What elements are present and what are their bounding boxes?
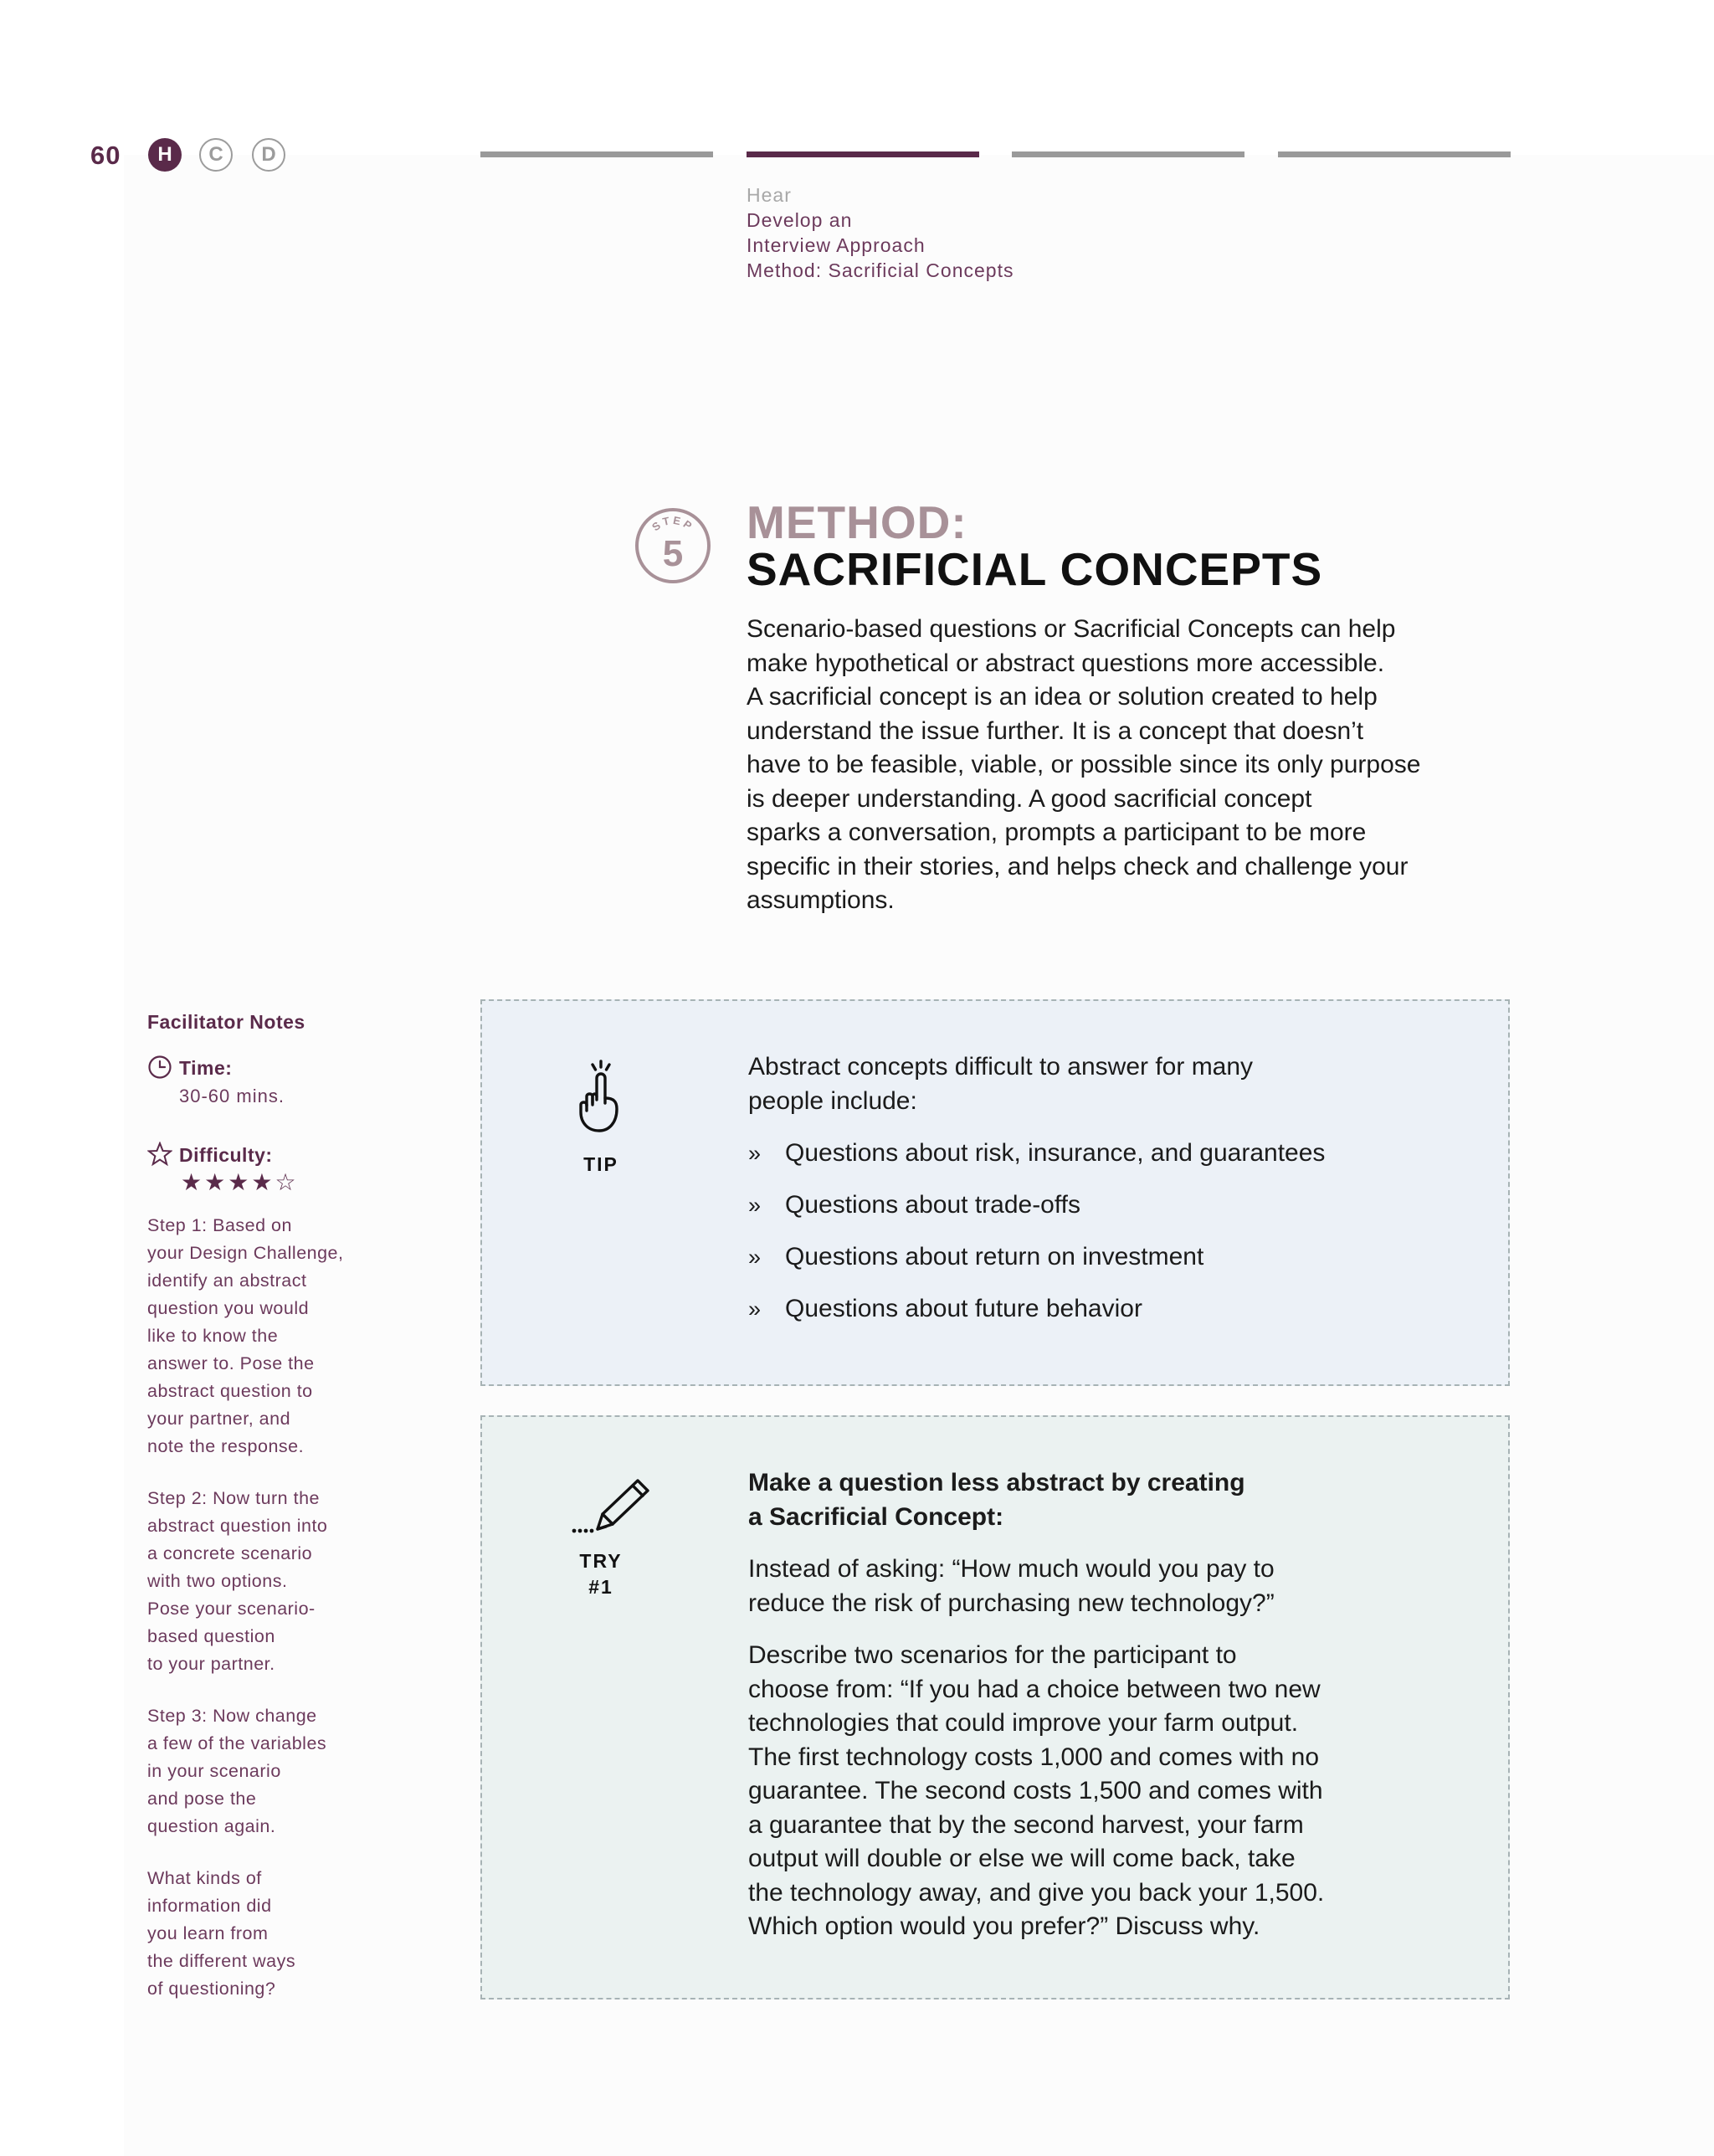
facilitator-steps: [147, 1212, 390, 2027]
progress-segment-1: [480, 151, 713, 157]
intro-line: A sacrificial concept is an idea or solution created to help: [747, 683, 1378, 711]
step-number: 5: [662, 533, 684, 574]
method-title-prefix: METHOD:: [747, 496, 967, 548]
intro-line: understand the issue further. It is a concept that doesn’t: [747, 716, 1364, 745]
progress-segment-4: [1278, 151, 1511, 157]
difficulty-rating: [181, 1168, 299, 1196]
breadcrumb-item[interactable]: Method: Sacrificial Concepts: [747, 259, 1014, 281]
try-paragraph-1: Instead of asking: “How much would you pay to reduce the risk of purchasing new technology?”: [748, 1555, 1275, 1617]
step-1-text: Step 1: Based on your Design Challenge, identify an abstract question you would like to know the answer to. Pose the abstract question to your partner, and note the response.: [147, 1215, 344, 1456]
finger-pointing-up-icon: [572, 1060, 629, 1138]
tip-intro: Abstract concepts difficult to answer for many people include:: [748, 1053, 1254, 1115]
clock-icon: [147, 1055, 172, 1080]
star-empty-icon: ☆: [275, 1169, 299, 1195]
try-box: [480, 1415, 1510, 1999]
time-label: Time:: [179, 1057, 233, 1079]
breadcrumb-item[interactable]: Interview Approach: [747, 234, 926, 256]
list-item: » Questions about return on investment: [748, 1240, 1418, 1275]
tip-box: [480, 999, 1510, 1386]
intro-line: sparks a conversation, prompts a participant to be more: [747, 819, 1367, 846]
reflection-question: What kinds of information did you learn from the different ways of questioning?: [147, 1868, 296, 1999]
breadcrumb: [747, 182, 1014, 283]
intro-line: specific in their stories, and helps check and challenge your: [747, 852, 1409, 880]
list-item: » Questions about risk, insurance, and guarantees: [748, 1137, 1418, 1171]
intro-line: Scenario-based questions or Sacrificial Concepts can help: [747, 615, 1396, 643]
step-2-text: Step 2: Now turn the abstract question into a concrete scenario with two options. Pose your scenario- based question to your partner.: [147, 1488, 328, 1674]
page-number: 60: [90, 141, 121, 170]
svg-text:STEP: [649, 514, 696, 534]
section-create-badge[interactable]: C: [199, 138, 233, 172]
step-3-text: Step 3: Now change a few of the variables in your scenario and pose the question again.: [147, 1706, 327, 1836]
facilitator-notes-title: Facilitator Notes: [147, 1011, 305, 1033]
breadcrumb-item[interactable]: Hear: [747, 184, 792, 206]
intro-line: assumptions.: [747, 886, 895, 914]
progress-segment-3: [1012, 151, 1244, 157]
star-filled-icon: ★: [204, 1169, 228, 1195]
bullet-marker: »: [748, 1141, 762, 1166]
time-value: 30-60 mins.: [179, 1086, 285, 1106]
bullet-marker: »: [748, 1193, 762, 1219]
bullet-marker: »: [748, 1296, 762, 1322]
star-filled-icon: ★: [228, 1169, 252, 1195]
section-deliver-badge[interactable]: D: [252, 138, 285, 172]
bullet-marker: »: [748, 1245, 762, 1270]
pencil-icon: [571, 1477, 654, 1537]
star-outline-icon: [147, 1142, 172, 1167]
section-hear-badge[interactable]: H: [148, 138, 182, 172]
breadcrumb-item[interactable]: Develop an: [747, 209, 853, 231]
try-content: [748, 1466, 1418, 1944]
star-filled-icon: ★: [251, 1169, 275, 1195]
step-badge: [634, 507, 711, 584]
list-item: » Questions about future behavior: [748, 1292, 1418, 1327]
list-item: » Questions about trade-offs: [748, 1188, 1418, 1223]
intro-paragraph: [747, 613, 1516, 918]
progress-segment-2-active: [747, 151, 979, 157]
page-title: SACRIFICIAL CONCEPTS: [747, 543, 1323, 595]
difficulty-label: Difficulty:: [179, 1144, 273, 1166]
step-label: STEP: [649, 513, 696, 534]
tip-content: [748, 1050, 1418, 1344]
try-heading: Make a question less abstract by creating a Sacrificial Concept:: [748, 1469, 1245, 1531]
intro-line: is deeper understanding. A good sacrificial concept: [747, 784, 1312, 813]
tip-list: [748, 1137, 1418, 1327]
intro-line: have to be feasible, viable, or possible since its only purpose: [747, 751, 1421, 778]
intro-line: make hypothetical or abstract questions more accessible.: [747, 649, 1385, 677]
try-label: TRY #1: [579, 1550, 623, 1598]
star-filled-icon: ★: [181, 1169, 205, 1195]
tip-label: TIP: [583, 1153, 618, 1175]
try-paragraph-2: Describe two scenarios for the participant to choose from: “If you had a choice between two new technologies that could improve your farm output. The first technology costs 1,000 and comes with no guarantee. The second costs 1,500 and comes with a guarantee that by the second harvest, your farm output will double or else we will come back, take the technology away, and give you back your 1,500. Which option would you prefer?” Discuss why.: [748, 1641, 1325, 1940]
